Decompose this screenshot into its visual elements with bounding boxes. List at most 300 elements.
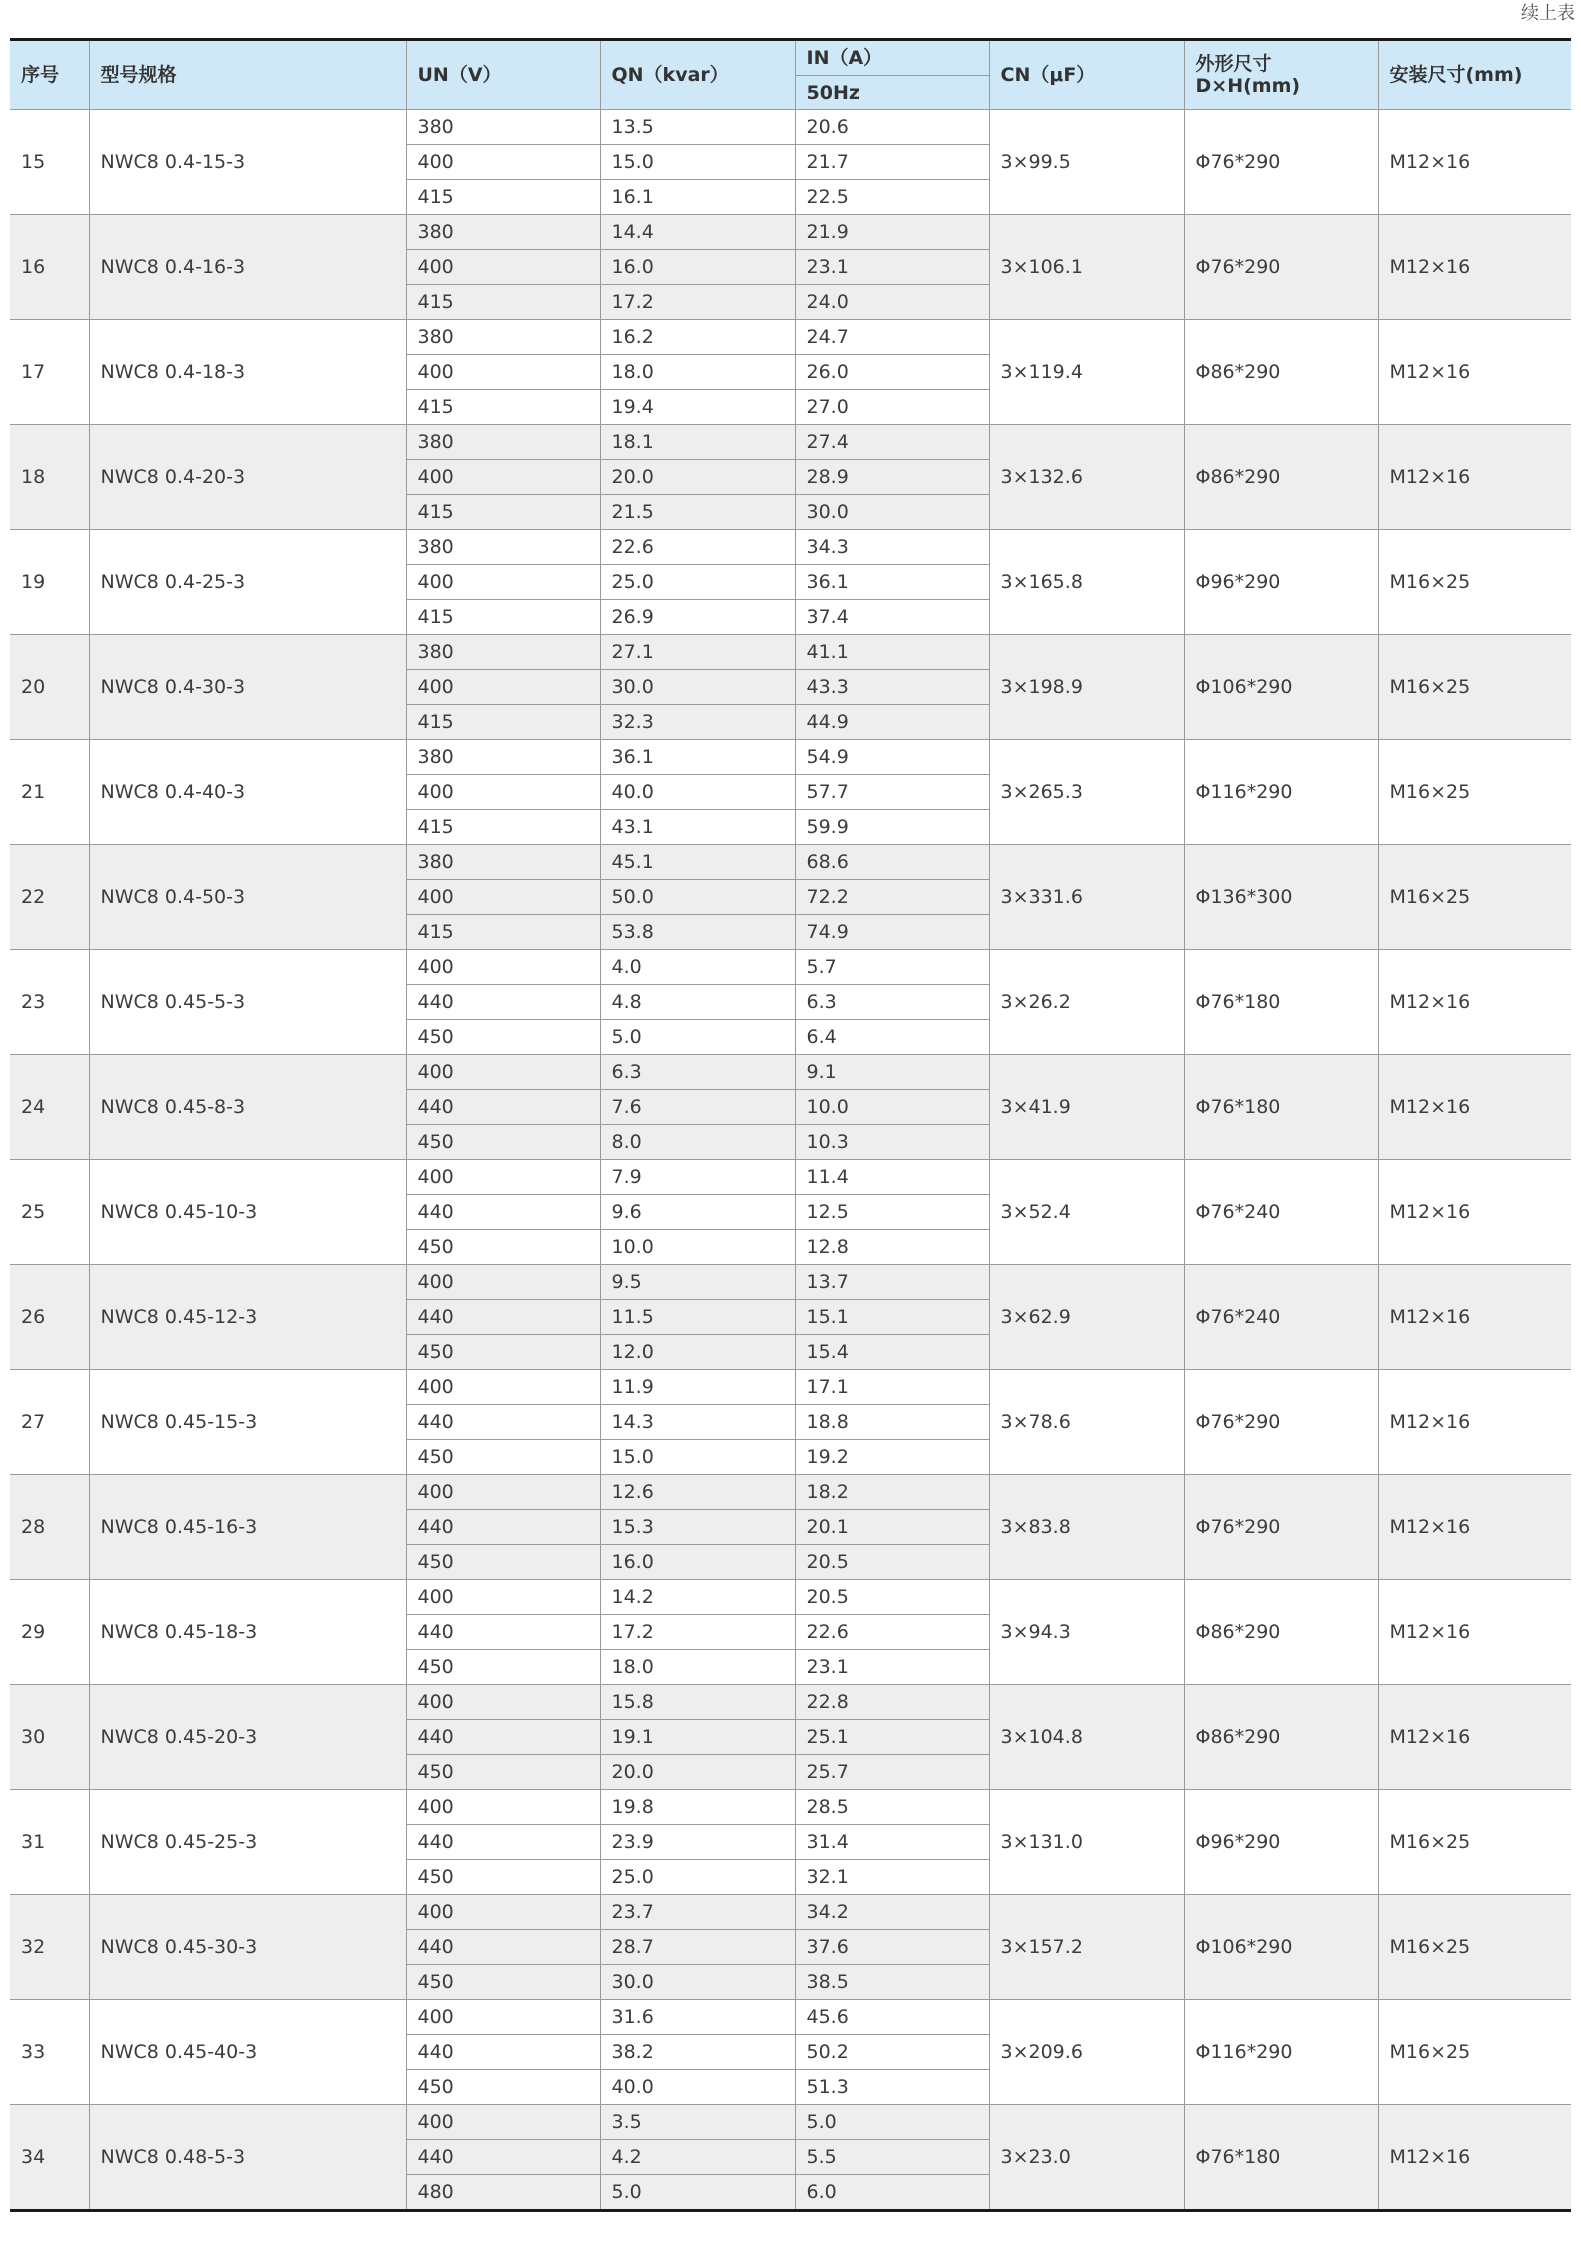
cell-qn: 45.1 [600, 845, 795, 880]
cell-qn: 36.1 [600, 740, 795, 775]
cell-qn: 27.1 [600, 635, 795, 670]
cell-cn: 3×157.2 [989, 1895, 1184, 2000]
cell-un: 400 [406, 1370, 600, 1405]
cell-dims: Φ136*300 [1184, 845, 1378, 950]
cell-un: 380 [406, 635, 600, 670]
cell-in: 37.4 [795, 600, 989, 635]
header-in: IN（A） [795, 40, 989, 76]
table-row [10, 425, 1571, 460]
cell-un: 440 [406, 1930, 600, 1965]
cell-model: NWC8 0.4-20-3 [89, 425, 406, 530]
table-row [10, 1265, 1571, 1300]
table-row [10, 1160, 1571, 1195]
cell-in: 18.2 [795, 1475, 989, 1510]
cell-in: 24.0 [795, 285, 989, 320]
cell-un: 480 [406, 2175, 600, 2211]
cell-in: 31.4 [795, 1825, 989, 1860]
cell-in: 37.6 [795, 1930, 989, 1965]
cell-dims: Φ76*180 [1184, 950, 1378, 1055]
table-row [10, 1580, 1571, 1615]
cell-dims: Φ106*290 [1184, 1895, 1378, 2000]
cell-dims: Φ76*290 [1184, 1370, 1378, 1475]
cell-qn: 7.9 [600, 1160, 795, 1195]
cell-in: 15.1 [795, 1300, 989, 1335]
table-row [10, 740, 1571, 775]
cell-qn: 7.6 [600, 1090, 795, 1125]
cell-dims: Φ76*290 [1184, 110, 1378, 215]
cell-in: 19.2 [795, 1440, 989, 1475]
cell-un: 380 [406, 845, 600, 880]
cell-qn: 10.0 [600, 1230, 795, 1265]
cell-qn: 12.6 [600, 1475, 795, 1510]
cell-qn: 5.0 [600, 2175, 795, 2211]
cell-un: 380 [406, 425, 600, 460]
cell-qn: 11.9 [600, 1370, 795, 1405]
cell-dims: Φ76*240 [1184, 1265, 1378, 1370]
cell-seq: 15 [10, 110, 89, 215]
cell-qn: 25.0 [600, 565, 795, 600]
table-row [10, 845, 1571, 880]
cell-in: 17.1 [795, 1370, 989, 1405]
cell-dims: Φ76*290 [1184, 1475, 1378, 1580]
cell-model: NWC8 0.45-25-3 [89, 1790, 406, 1895]
cell-in: 20.5 [795, 1545, 989, 1580]
cell-qn: 8.0 [600, 1125, 795, 1160]
cell-in: 30.0 [795, 495, 989, 530]
cell-mount: M12×16 [1378, 1370, 1571, 1475]
cell-in: 6.0 [795, 2175, 989, 2211]
cell-un: 400 [406, 1160, 600, 1195]
cell-mount: M12×16 [1378, 1580, 1571, 1685]
cell-un: 415 [406, 495, 600, 530]
cell-model: NWC8 0.45-40-3 [89, 2000, 406, 2105]
cell-un: 415 [406, 285, 600, 320]
cell-cn: 3×104.8 [989, 1685, 1184, 1790]
cell-un: 415 [406, 390, 600, 425]
cell-model: NWC8 0.4-50-3 [89, 845, 406, 950]
cell-qn: 15.3 [600, 1510, 795, 1545]
cell-cn: 3×83.8 [989, 1475, 1184, 1580]
cell-un: 450 [406, 1230, 600, 1265]
cell-seq: 22 [10, 845, 89, 950]
cell-un: 400 [406, 1055, 600, 1090]
cell-model: NWC8 0.45-5-3 [89, 950, 406, 1055]
cell-in: 10.3 [795, 1125, 989, 1160]
cell-in: 20.1 [795, 1510, 989, 1545]
cell-un: 440 [406, 1825, 600, 1860]
cell-un: 440 [406, 1195, 600, 1230]
cell-un: 380 [406, 110, 600, 145]
cell-qn: 15.0 [600, 1440, 795, 1475]
cell-in: 27.0 [795, 390, 989, 425]
cell-qn: 30.0 [600, 670, 795, 705]
cell-un: 400 [406, 670, 600, 705]
cell-seq: 28 [10, 1475, 89, 1580]
cell-qn: 20.0 [600, 460, 795, 495]
cell-dims: Φ76*290 [1184, 215, 1378, 320]
cell-qn: 16.0 [600, 250, 795, 285]
cell-mount: M16×25 [1378, 845, 1571, 950]
continued-note: 续上表 [1521, 3, 1575, 24]
cell-qn: 9.6 [600, 1195, 795, 1230]
cell-model: NWC8 0.4-25-3 [89, 530, 406, 635]
header-qn: QN（kvar） [600, 40, 795, 110]
cell-un: 450 [406, 1755, 600, 1790]
cell-in: 38.5 [795, 1965, 989, 2000]
cell-qn: 21.5 [600, 495, 795, 530]
cell-qn: 53.8 [600, 915, 795, 950]
cell-mount: M12×16 [1378, 1160, 1571, 1265]
header-mount: 安装尺寸(mm) [1378, 40, 1571, 110]
cell-dims: Φ106*290 [1184, 635, 1378, 740]
cell-un: 440 [406, 1615, 600, 1650]
table-row [10, 320, 1571, 355]
cell-seq: 18 [10, 425, 89, 530]
cell-cn: 3×119.4 [989, 320, 1184, 425]
table-row [10, 1895, 1571, 1930]
cell-qn: 19.8 [600, 1790, 795, 1825]
header-in-frequency: 50Hz [795, 76, 989, 110]
cell-model: NWC8 0.4-18-3 [89, 320, 406, 425]
cell-un: 400 [406, 460, 600, 495]
cell-qn: 50.0 [600, 880, 795, 915]
cell-un: 380 [406, 530, 600, 565]
cell-un: 440 [406, 1405, 600, 1440]
cell-un: 380 [406, 740, 600, 775]
cell-in: 15.4 [795, 1335, 989, 1370]
cell-seq: 30 [10, 1685, 89, 1790]
cell-dims: Φ116*290 [1184, 2000, 1378, 2105]
cell-in: 24.7 [795, 320, 989, 355]
cell-seq: 25 [10, 1160, 89, 1265]
cell-qn: 43.1 [600, 810, 795, 845]
cell-un: 415 [406, 810, 600, 845]
cell-un: 400 [406, 250, 600, 285]
cell-qn: 16.2 [600, 320, 795, 355]
cell-in: 27.4 [795, 425, 989, 460]
cell-qn: 26.9 [600, 600, 795, 635]
cell-qn: 11.5 [600, 1300, 795, 1335]
cell-qn: 17.2 [600, 285, 795, 320]
table-row [10, 2000, 1571, 2035]
cell-seq: 29 [10, 1580, 89, 1685]
cell-in: 54.9 [795, 740, 989, 775]
table-row [10, 110, 1571, 145]
cell-in: 18.8 [795, 1405, 989, 1440]
cell-in: 45.6 [795, 2000, 989, 2035]
cell-model: NWC8 0.4-15-3 [89, 110, 406, 215]
cell-un: 415 [406, 600, 600, 635]
cell-in: 28.9 [795, 460, 989, 495]
cell-qn: 22.6 [600, 530, 795, 565]
cell-un: 450 [406, 1125, 600, 1160]
cell-un: 450 [406, 1335, 600, 1370]
cell-in: 23.1 [795, 1650, 989, 1685]
cell-un: 440 [406, 1720, 600, 1755]
cell-cn: 3×106.1 [989, 215, 1184, 320]
cell-qn: 3.5 [600, 2105, 795, 2140]
cell-qn: 17.2 [600, 1615, 795, 1650]
cell-mount: M12×16 [1378, 1475, 1571, 1580]
table-row [10, 2105, 1571, 2140]
cell-qn: 13.5 [600, 110, 795, 145]
cell-in: 9.1 [795, 1055, 989, 1090]
header-dims-line2: D×H(mm) [1195, 75, 1301, 97]
cell-un: 440 [406, 2035, 600, 2070]
header-model: 型号规格 [89, 40, 406, 110]
cell-seq: 34 [10, 2105, 89, 2211]
cell-mount: M16×25 [1378, 2000, 1571, 2105]
cell-qn: 5.0 [600, 1020, 795, 1055]
cell-mount: M12×16 [1378, 1265, 1571, 1370]
cell-model: NWC8 0.45-30-3 [89, 1895, 406, 2000]
cell-qn: 28.7 [600, 1930, 795, 1965]
cell-seq: 33 [10, 2000, 89, 2105]
cell-qn: 15.0 [600, 145, 795, 180]
cell-in: 6.4 [795, 1020, 989, 1055]
cell-model: NWC8 0.45-15-3 [89, 1370, 406, 1475]
cell-un: 400 [406, 355, 600, 390]
cell-cn: 3×26.2 [989, 950, 1184, 1055]
cell-un: 415 [406, 915, 600, 950]
cell-un: 440 [406, 1300, 600, 1335]
cell-qn: 23.7 [600, 1895, 795, 1930]
cell-qn: 25.0 [600, 1860, 795, 1895]
table-row [10, 635, 1571, 670]
table-row [10, 1055, 1571, 1090]
cell-in: 34.2 [795, 1895, 989, 1930]
cell-in: 68.6 [795, 845, 989, 880]
cell-model: NWC8 0.4-30-3 [89, 635, 406, 740]
cell-seq: 19 [10, 530, 89, 635]
cell-in: 25.1 [795, 1720, 989, 1755]
cell-cn: 3×78.6 [989, 1370, 1184, 1475]
cell-un: 415 [406, 705, 600, 740]
cell-seq: 21 [10, 740, 89, 845]
cell-dims: Φ86*290 [1184, 1580, 1378, 1685]
table-row [10, 215, 1571, 250]
cell-in: 22.5 [795, 180, 989, 215]
cell-mount: M12×16 [1378, 215, 1571, 320]
cell-model: NWC8 0.45-20-3 [89, 1685, 406, 1790]
cell-un: 450 [406, 1545, 600, 1580]
cell-seq: 16 [10, 215, 89, 320]
cell-qn: 18.0 [600, 355, 795, 390]
table-row [10, 1370, 1571, 1405]
cell-cn: 3×265.3 [989, 740, 1184, 845]
cell-un: 400 [406, 1580, 600, 1615]
cell-in: 11.4 [795, 1160, 989, 1195]
cell-qn: 4.2 [600, 2140, 795, 2175]
cell-dims: Φ76*180 [1184, 1055, 1378, 1160]
cell-cn: 3×198.9 [989, 635, 1184, 740]
cell-mount: M16×25 [1378, 635, 1571, 740]
cell-cn: 3×165.8 [989, 530, 1184, 635]
cell-in: 20.5 [795, 1580, 989, 1615]
table-row [10, 1475, 1571, 1510]
cell-qn: 19.4 [600, 390, 795, 425]
cell-mount: M12×16 [1378, 2105, 1571, 2211]
cell-in: 74.9 [795, 915, 989, 950]
cell-un: 450 [406, 1020, 600, 1055]
cell-seq: 26 [10, 1265, 89, 1370]
cell-un: 440 [406, 2140, 600, 2175]
cell-cn: 3×331.6 [989, 845, 1184, 950]
cell-qn: 16.0 [600, 1545, 795, 1580]
cell-un: 450 [406, 1650, 600, 1685]
header-dims [1184, 40, 1378, 110]
cell-qn: 9.5 [600, 1265, 795, 1300]
cell-qn: 31.6 [600, 2000, 795, 2035]
cell-mount: M12×16 [1378, 320, 1571, 425]
cell-qn: 18.1 [600, 425, 795, 460]
table-row [10, 950, 1571, 985]
cell-un: 400 [406, 1475, 600, 1510]
cell-mount: M12×16 [1378, 950, 1571, 1055]
cell-qn: 40.0 [600, 775, 795, 810]
cell-in: 20.6 [795, 110, 989, 145]
cell-mount: M16×25 [1378, 530, 1571, 635]
table-row [10, 530, 1571, 565]
capacitor-spec-table [10, 38, 1571, 2212]
cell-dims: Φ86*290 [1184, 320, 1378, 425]
cell-un: 400 [406, 880, 600, 915]
cell-un: 380 [406, 215, 600, 250]
cell-qn: 20.0 [600, 1755, 795, 1790]
cell-un: 400 [406, 1790, 600, 1825]
cell-qn: 4.8 [600, 985, 795, 1020]
cell-un: 380 [406, 320, 600, 355]
cell-qn: 14.4 [600, 215, 795, 250]
cell-qn: 19.1 [600, 1720, 795, 1755]
cell-cn: 3×41.9 [989, 1055, 1184, 1160]
cell-un: 440 [406, 1090, 600, 1125]
cell-in: 22.6 [795, 1615, 989, 1650]
table-row [10, 1685, 1571, 1720]
cell-model: NWC8 0.45-16-3 [89, 1475, 406, 1580]
cell-seq: 27 [10, 1370, 89, 1475]
cell-model: NWC8 0.4-16-3 [89, 215, 406, 320]
cell-in: 72.2 [795, 880, 989, 915]
cell-cn: 3×131.0 [989, 1790, 1184, 1895]
cell-un: 400 [406, 2105, 600, 2140]
cell-dims: Φ86*290 [1184, 425, 1378, 530]
cell-cn: 3×23.0 [989, 2105, 1184, 2211]
cell-seq: 17 [10, 320, 89, 425]
cell-in: 43.3 [795, 670, 989, 705]
cell-un: 400 [406, 2000, 600, 2035]
cell-model: NWC8 0.45-10-3 [89, 1160, 406, 1265]
cell-cn: 3×62.9 [989, 1265, 1184, 1370]
cell-in: 41.1 [795, 635, 989, 670]
cell-mount: M16×25 [1378, 740, 1571, 845]
cell-un: 450 [406, 2070, 600, 2105]
cell-un: 400 [406, 1895, 600, 1930]
cell-mount: M16×25 [1378, 1790, 1571, 1895]
cell-in: 34.3 [795, 530, 989, 565]
cell-un: 440 [406, 1510, 600, 1545]
cell-in: 6.3 [795, 985, 989, 1020]
cell-mount: M12×16 [1378, 1055, 1571, 1160]
cell-in: 59.9 [795, 810, 989, 845]
cell-mount: M12×16 [1378, 1685, 1571, 1790]
cell-qn: 30.0 [600, 1965, 795, 2000]
cell-qn: 40.0 [600, 2070, 795, 2105]
cell-in: 23.1 [795, 250, 989, 285]
cell-in: 51.3 [795, 2070, 989, 2105]
cell-un: 450 [406, 1860, 600, 1895]
table-row [10, 1790, 1571, 1825]
header-cn: CN（μF） [989, 40, 1184, 110]
cell-model: NWC8 0.48-5-3 [89, 2105, 406, 2211]
cell-qn: 14.2 [600, 1580, 795, 1615]
cell-in: 5.7 [795, 950, 989, 985]
cell-seq: 31 [10, 1790, 89, 1895]
cell-mount: M12×16 [1378, 110, 1571, 215]
cell-dims: Φ116*290 [1184, 740, 1378, 845]
cell-model: NWC8 0.45-8-3 [89, 1055, 406, 1160]
cell-model: NWC8 0.45-18-3 [89, 1580, 406, 1685]
cell-dims: Φ76*240 [1184, 1160, 1378, 1265]
cell-seq: 20 [10, 635, 89, 740]
cell-in: 21.9 [795, 215, 989, 250]
cell-qn: 4.0 [600, 950, 795, 985]
cell-in: 44.9 [795, 705, 989, 740]
cell-qn: 18.0 [600, 1650, 795, 1685]
cell-un: 400 [406, 1265, 600, 1300]
cell-cn: 3×52.4 [989, 1160, 1184, 1265]
cell-in: 36.1 [795, 565, 989, 600]
cell-un: 400 [406, 1685, 600, 1720]
cell-in: 12.8 [795, 1230, 989, 1265]
cell-qn: 14.3 [600, 1405, 795, 1440]
cell-cn: 3×209.6 [989, 2000, 1184, 2105]
cell-in: 13.7 [795, 1265, 989, 1300]
cell-in: 32.1 [795, 1860, 989, 1895]
cell-in: 57.7 [795, 775, 989, 810]
cell-qn: 23.9 [600, 1825, 795, 1860]
cell-un: 400 [406, 565, 600, 600]
cell-cn: 3×132.6 [989, 425, 1184, 530]
cell-un: 400 [406, 950, 600, 985]
cell-cn: 3×94.3 [989, 1580, 1184, 1685]
cell-model: NWC8 0.4-40-3 [89, 740, 406, 845]
cell-in: 26.0 [795, 355, 989, 390]
cell-seq: 24 [10, 1055, 89, 1160]
cell-model: NWC8 0.45-12-3 [89, 1265, 406, 1370]
cell-in: 25.7 [795, 1755, 989, 1790]
cell-in: 5.5 [795, 2140, 989, 2175]
cell-in: 21.7 [795, 145, 989, 180]
cell-in: 50.2 [795, 2035, 989, 2070]
header-seq: 序号 [10, 40, 89, 110]
cell-in: 28.5 [795, 1790, 989, 1825]
cell-mount: M12×16 [1378, 425, 1571, 530]
cell-dims: Φ96*290 [1184, 1790, 1378, 1895]
cell-dims: Φ86*290 [1184, 1685, 1378, 1790]
cell-seq: 23 [10, 950, 89, 1055]
cell-un: 450 [406, 1440, 600, 1475]
cell-un: 450 [406, 1965, 600, 2000]
cell-qn: 15.8 [600, 1685, 795, 1720]
cell-un: 400 [406, 775, 600, 810]
cell-qn: 32.3 [600, 705, 795, 740]
cell-in: 12.5 [795, 1195, 989, 1230]
spec-table-body [10, 110, 1571, 2211]
header-un: UN（V） [406, 40, 600, 110]
cell-mount: M16×25 [1378, 1895, 1571, 2000]
cell-in: 5.0 [795, 2105, 989, 2140]
